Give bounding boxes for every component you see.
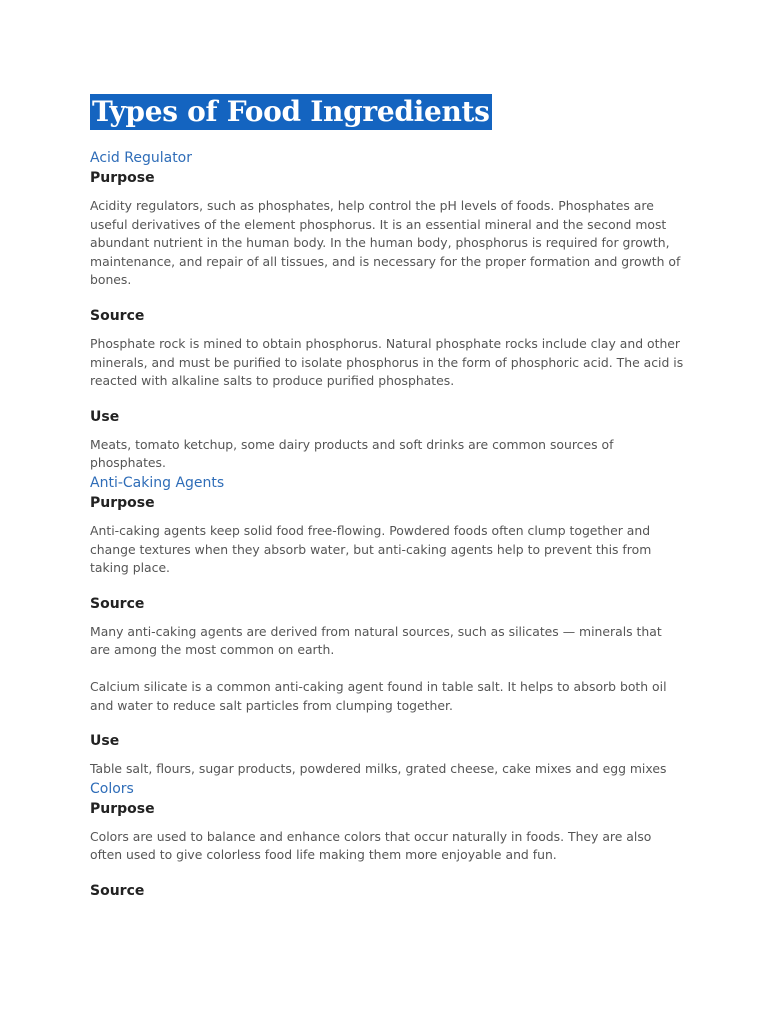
- section-heading: Colors: [90, 780, 134, 797]
- section-acid-regulator: [90, 148, 690, 473]
- source-text: Many anti-caking agents are derived from natural sources, such as silicates — minerals that are among the most common on earth.: [90, 623, 662, 658]
- purpose-text: Colors are used to balance and enhance colors that occur naturally in foods. They are also often used to give colorless food life making them more enjoyable and fun.: [90, 828, 652, 863]
- purpose-heading: Purpose: [90, 494, 155, 511]
- purpose-heading: Purpose: [90, 170, 155, 186]
- section-heading: Acid Regulator: [90, 150, 193, 166]
- source-text: Phosphate rock is mined to obtain phosphorus. Natural phosphate rocks include clay and other minerals, and must be purified to isolate phosphorus in the form of phosphoric acid. The acid is reacted with alkaline salts to produce purified phosphates.: [90, 335, 684, 389]
- source-heading: Source: [90, 307, 145, 324]
- section-anti-caking-agents: [90, 473, 690, 779]
- page-title: Types of Food Ingredients: [92, 95, 490, 128]
- source-heading: Source: [90, 595, 145, 612]
- source-text: Calcium silicate is a common anti-caking agent found in table salt. It helps to absorb both oil and water to reduce salt particles from clumping together.: [90, 678, 667, 713]
- purpose-text: Anti-caking agents keep solid food free-flowing. Powdered foods often clump together and change textures when they absorb water, but anti-caking agents help to prevent this from taking place.: [90, 522, 652, 576]
- use-text: Table salt, flours, sugar products, powdered milks, grated cheese, cake mixes and egg mixes: [90, 761, 667, 777]
- purpose-text: Acidity regulators, such as phosphates, help control the pH levels of foods. Phosphates are useful derivatives of the element phosphorus. It is an essential mineral and the second most abundant nutrient in the human body. In the human body, phosphorus is required for growth, maintenance, and repair of all tissues, and is necessary for the proper formation and growth of bones.: [90, 198, 681, 288]
- section-heading: Anti-Caking Agents: [90, 474, 225, 491]
- use-text: Meats, tomato ketchup, some dairy products and soft drinks are common sources of phosphates.: [90, 436, 614, 471]
- document-page: [90, 94, 690, 910]
- source-heading: Source: [90, 882, 145, 899]
- purpose-heading: Purpose: [90, 800, 155, 817]
- section-colors: [90, 779, 690, 901]
- use-heading: Use: [90, 408, 120, 425]
- use-heading: Use: [90, 733, 120, 750]
